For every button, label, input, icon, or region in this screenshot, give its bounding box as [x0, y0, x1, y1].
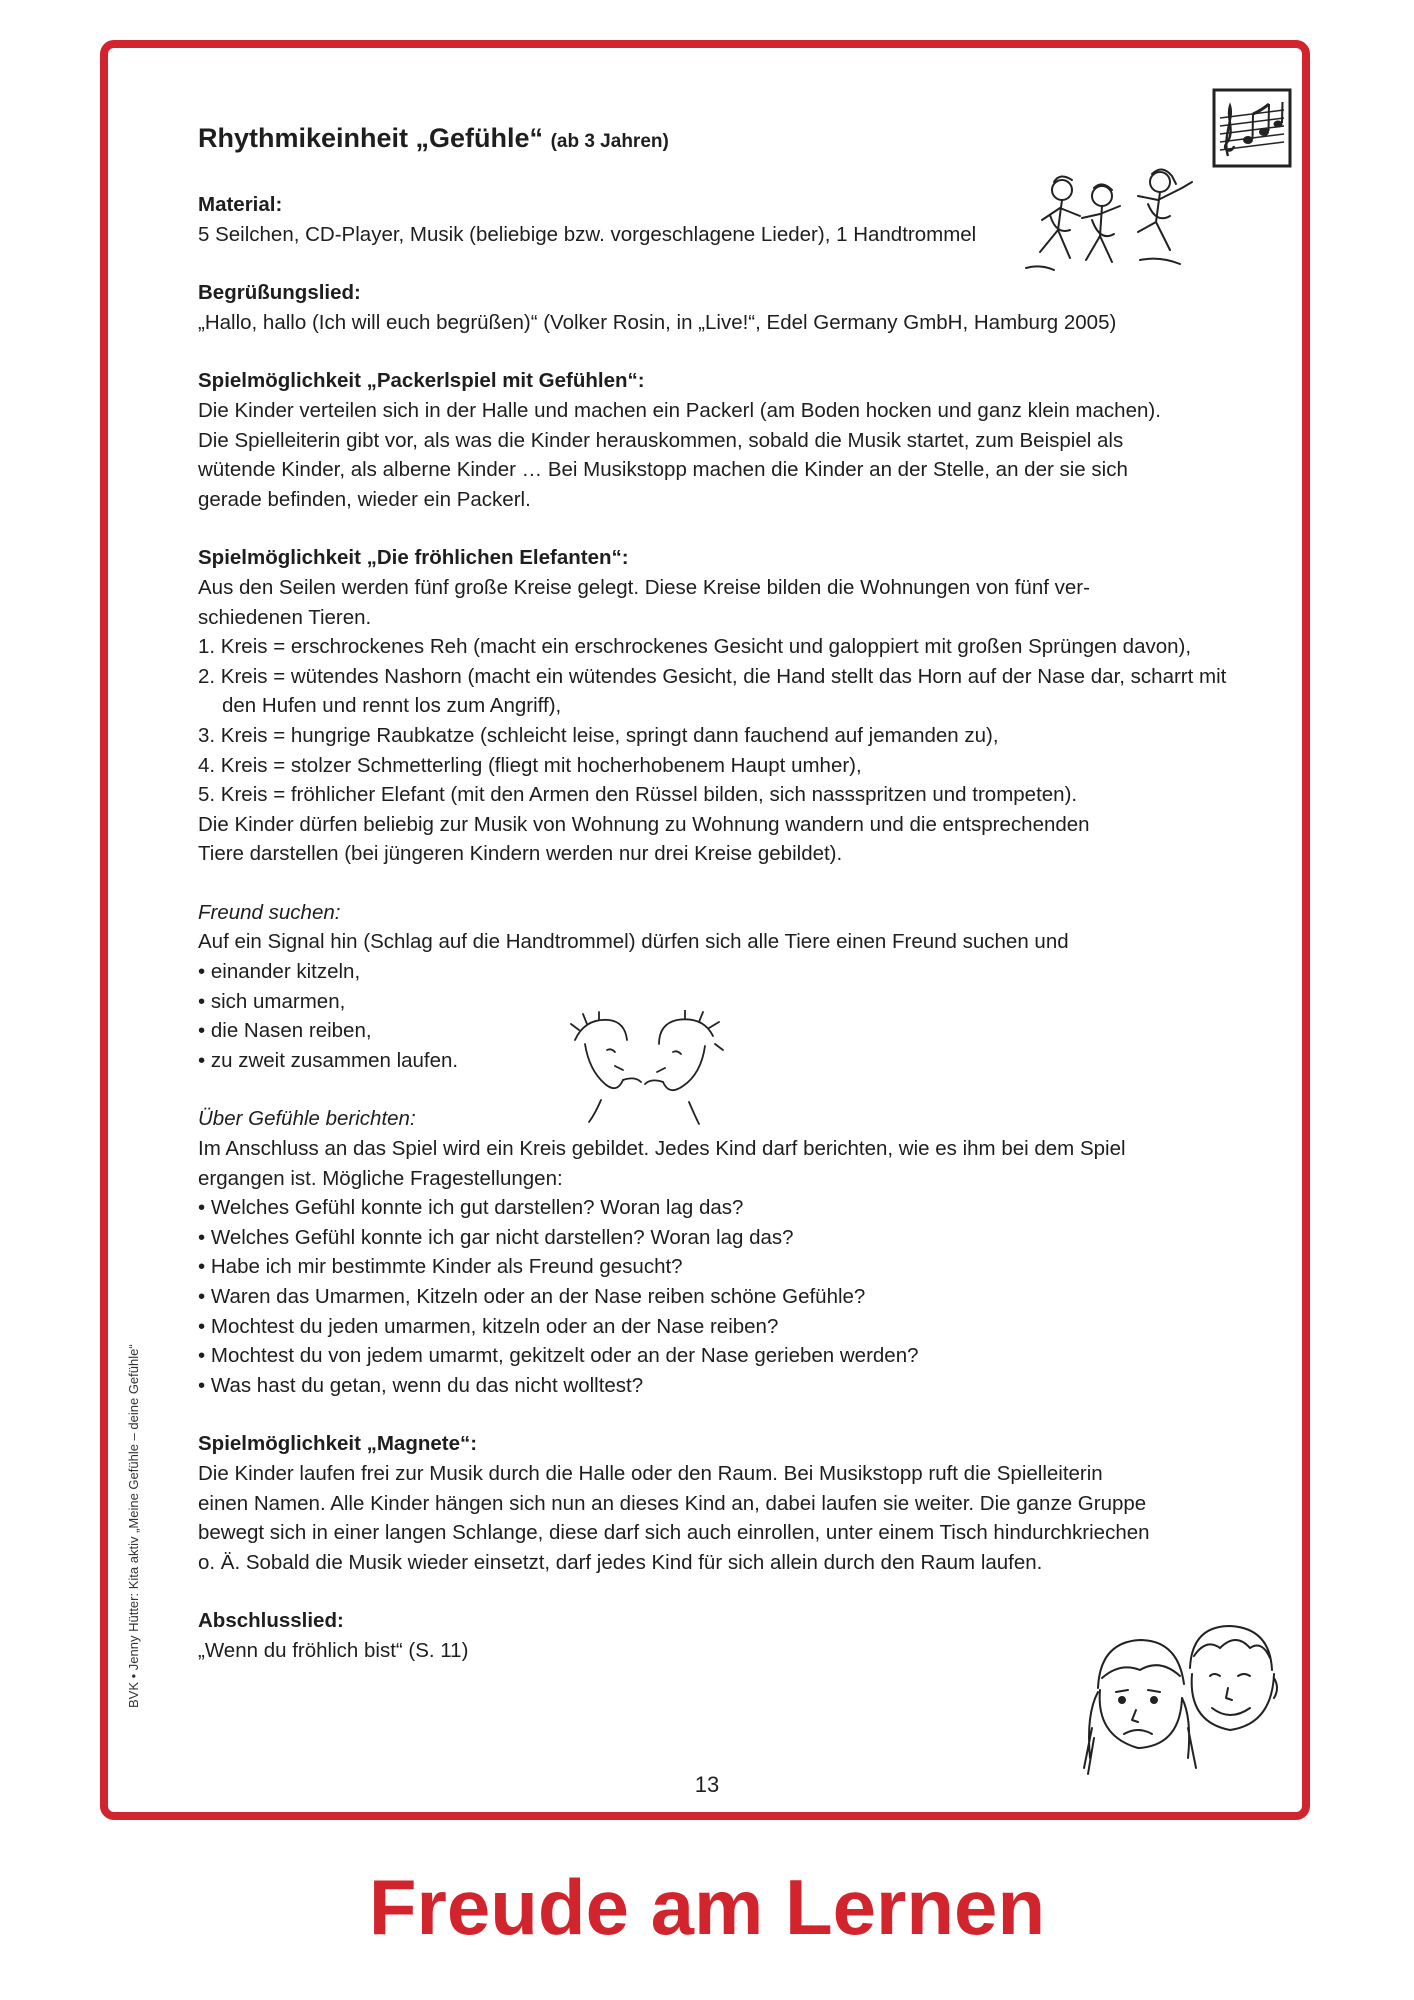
document-body — [198, 120, 1238, 1695]
title-text: Rhythmikeinheit „Gefühle“ — [198, 123, 544, 153]
game1-heading: Spielmöglichkeit „Packerlspiel mit Gefühlen“: — [198, 369, 645, 393]
title-age-range: (ab 3 Jahren) — [550, 131, 669, 152]
text-line: Aus den Seilen werden fünf große Kreise gelegt. Diese Kreise bilden die Wohnungen von fünf ver- — [198, 575, 1090, 599]
friend-intro: Auf ein Signal hin (Schlag auf die Handtrommel) dürfen sich alle Tiere einen Freund suchen und — [198, 930, 1069, 954]
list-item: • zu zweit zusammen laufen. — [198, 1048, 459, 1072]
list-item: • Habe ich mir bestimmte Kinder als Freund gesucht? — [198, 1255, 683, 1279]
material-section — [198, 190, 1238, 249]
list-item: 2. Kreis = wütendes Nashorn (macht ein wütendes Gesicht, die Hand stellt das Horn auf der Nase dar, scharrt mit den Hufen und rennt los zum Angriff), — [198, 664, 1227, 718]
text-line: ergangen ist. Mögliche Fragestellungen: — [198, 1166, 563, 1190]
game3-heading: Spielmöglichkeit „Magnete“: — [198, 1432, 478, 1456]
closing-heading: Abschlusslied: — [198, 1609, 344, 1633]
list-item: • die Nasen reiben, — [198, 1019, 372, 1043]
list-item: • sich umarmen, — [198, 989, 346, 1013]
report-section — [198, 1104, 1238, 1400]
list-item: 3. Kreis = hungrige Raubkatze (schleicht leise, springt dann fauchend auf jemanden zu), — [198, 723, 999, 747]
side-caption: BVK • Jenny Hütter: Kita aktiv „Meine Gefühle – deine Gefühle“ — [126, 1344, 141, 1708]
game1-section — [198, 366, 1238, 514]
page-title — [198, 120, 1238, 160]
footer-slogan: Freude am Lernen — [368, 1863, 1046, 1951]
greeting-section — [198, 278, 1238, 337]
list-item: 1. Kreis = erschrockenes Reh (macht ein erschrockenes Gesicht und galoppiert mit großen Sprüngen davon), — [198, 635, 1192, 659]
friend-heading: Freund suchen: — [198, 900, 341, 924]
friend-section — [198, 898, 1238, 1076]
text-line: Tiere darstellen (bei jüngeren Kindern werden nur drei Kreise gebildet). — [198, 842, 843, 866]
text-line: Die Kinder laufen frei zur Musik durch die Halle oder den Raum. Bei Musikstopp ruft die Spielleiterin — [198, 1461, 1103, 1485]
text-line: bewegt sich in einer langen Schlange, diese darf sich auch einrollen, unter einem Tisch hindurchkriechen — [198, 1521, 1150, 1545]
text-line: wütende Kinder, als alberne Kinder … Bei Musikstopp machen die Kinder an der Stelle, an der sie sich — [198, 458, 1128, 482]
list-item: • Mochtest du jeden umarmen, kitzeln oder an der Nase reiben? — [198, 1314, 779, 1338]
closing-section — [198, 1606, 1238, 1665]
list-item: 5. Kreis = fröhlicher Elefant (mit den Armen den Rüssel bilden, sich nassspritzen und trompeten). — [198, 783, 1078, 807]
material-text: 5 Seilchen, CD-Player, Musik (beliebige bzw. vorgeschlagene Lieder), 1 Handtrommel — [198, 222, 977, 246]
game3-section — [198, 1429, 1238, 1577]
greeting-text: „Hallo, hallo (Ich will euch begrüßen)“ (Volker Rosin, in „Live!“, Edel Germany GmbH, Hamburg 2005) — [198, 310, 1117, 334]
text-line: Die Spielleiterin gibt vor, als was die Kinder herauskommen, sobald die Musik startet, zum Beispiel als — [198, 428, 1124, 452]
text-line: Die Kinder dürfen beliebig zur Musik von Wohnung zu Wohnung wandern und die entsprechenden — [198, 812, 1090, 836]
closing-text: „Wenn du fröhlich bist“ (S. 11) — [198, 1638, 469, 1662]
list-item: • Was hast du getan, wenn du das nicht wolltest? — [198, 1373, 644, 1397]
list-item: 4. Kreis = stolzer Schmetterling (fliegt mit hocherhobenem Haupt umher), — [198, 753, 862, 777]
text-line: einen Namen. Alle Kinder hängen sich nun an dieses Kind an, dabei laufen sie weiter. Die ganze Gruppe — [198, 1491, 1147, 1515]
list-item: • Mochtest du von jedem umarmt, gekitzelt oder an der Nase gerieben werden? — [198, 1344, 919, 1368]
text-line: o. Ä. Sobald die Musik wieder einsetzt, darf jedes Kind für sich allein durch den Raum laufen. — [198, 1550, 1043, 1574]
list-item: • Welches Gefühl konnte ich gar nicht darstellen? Woran lag das? — [198, 1225, 794, 1249]
text-line: schiedenen Tieren. — [198, 605, 372, 629]
text-line: Im Anschluss an das Spiel wird ein Kreis gebildet. Jedes Kind darf berichten, wie es ihm bei dem Spiel — [198, 1137, 1126, 1161]
material-heading: Material: — [198, 193, 283, 216]
list-item: • Waren das Umarmen, Kitzeln oder an der Nase reiben schöne Gefühle? — [198, 1285, 866, 1308]
text-line: Die Kinder verteilen sich in der Halle und machen ein Packerl (am Boden hocken und ganz klein machen). — [198, 398, 1161, 422]
list-item: • einander kitzeln, — [198, 960, 361, 984]
page-number: 13 — [694, 1772, 720, 1797]
game2-heading: Spielmöglichkeit „Die fröhlichen Elefanten“: — [198, 546, 629, 570]
text-line: gerade befinden, wieder ein Packerl. — [198, 487, 531, 511]
game2-section — [198, 543, 1238, 869]
report-heading: Über Gefühle berichten: — [198, 1107, 416, 1131]
greeting-heading: Begrüßungslied: — [198, 281, 361, 305]
list-item: • Welches Gefühl konnte ich gut darstellen? Woran lag das? — [198, 1196, 744, 1220]
